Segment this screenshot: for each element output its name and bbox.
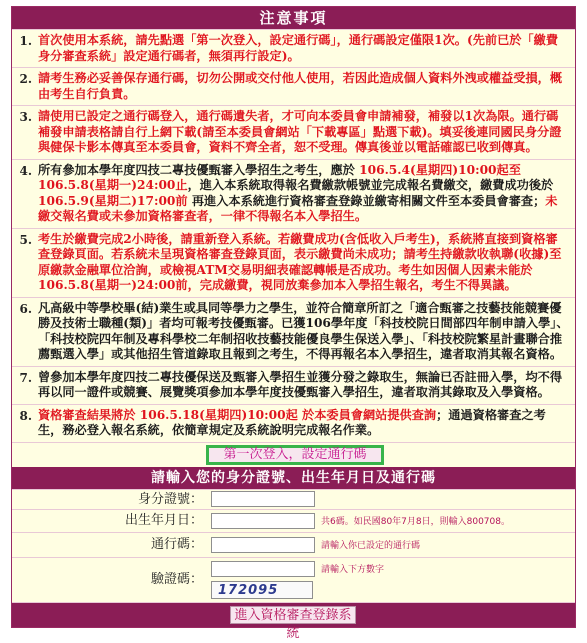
- notice-item-number: 7.: [19, 370, 32, 385]
- notice-item: [12, 366, 575, 404]
- notice-list: [12, 29, 575, 442]
- notice-item: [12, 159, 575, 228]
- enter-system-button[interactable]: 進入資格審查登錄系統: [230, 606, 356, 624]
- notice-item-number: 5.: [19, 232, 32, 247]
- birth-label: 出生年月日：: [124, 512, 203, 528]
- captcha-label: 驗證碼：: [150, 571, 203, 587]
- notice-item: [12, 105, 575, 159]
- birth-input[interactable]: [211, 513, 315, 529]
- notice-item-number: 2.: [19, 72, 32, 86]
- pass-hint: 請輸入你已設定的通行碼: [321, 541, 421, 551]
- notice-item-text: [36, 30, 575, 67]
- notice-text-segment: 凡高級中等學校畢(結)業生或具同等學力之學生，並符合簡章所訂之「適合甄審之技藝技能競賽優勝及技術士職種(類)」者均可報考技優甄審。已獲106學年度「科技校院日間部四年制申請入學」、「科技校院四年制及專科學校二年制招收技藝技能優良學生保送入學」、「科技校院繁星計畫聯合推薦甄選入學」或其他招生管道錄取且報到之考生，不得再報名本入學招生，違者取消其報名資格。: [38, 300, 569, 361]
- notice-text-segment: 所有參加本學年度四技二專技優甄審入學招生之考生，應於: [38, 162, 360, 177]
- notice-item-text: [36, 298, 575, 366]
- notice-text-segment: 考生於繳費完成2小時後，請重新登入系統。若繳費成功(含低收入戶考生)，系統將直接到資格審查登錄頁面。若系統未呈現資格審查登錄頁面，表示繳費尚未成功；請考生持繳款收執聯(收據)至原繳款金融單位洽詢，或檢視ATM交易明細表確認轉帳是否成功。考生如因個人因素未能於106.5.8(星期一)24:00前，完成繳費，視同放棄參加本入學招生報名，考生不得異議。: [38, 231, 562, 292]
- notice-item-text: [36, 106, 575, 159]
- notice-item-text: [36, 405, 575, 442]
- notice-item: [12, 228, 575, 297]
- notice-text-segment: 資格審查結果將於 106.5.18(星期四)10:00起 於本委員會網站提供查詢: [38, 407, 437, 422]
- submit-bar: [12, 602, 575, 641]
- first-login-button[interactable]: 第一次登入，設定通行碼: [206, 445, 384, 465]
- birth-row: [12, 509, 575, 532]
- notice-text-segment: ，進入本系統取得報名費繳款帳號並完成報名費繳交，繳費成功後於: [187, 178, 554, 192]
- notice-item: [12, 297, 575, 366]
- pass-label: 通行碼：: [150, 536, 203, 552]
- id-input[interactable]: [211, 491, 315, 507]
- captcha-input[interactable]: [211, 561, 315, 577]
- notice-text-segment: 首次使用本系統，請先點選「第一次登入，設定通行碼」，通行碼設定僅限1次。(先前已於「繳費身分審查系統」設定通行碼者，無須再行設定)。: [38, 33, 559, 63]
- birth-hint: 共6碼。如民國80年7月8日，則輸入800708。: [321, 517, 510, 527]
- notice-item-text: [36, 68, 575, 105]
- notice-text-segment: 請考生務必妥善保存通行碼，切勿公開或交付他人使用，若因此造成個人資料外洩或權益受損，概由考生自行負責。: [38, 71, 563, 101]
- notice-text-segment: ；通過資格審查之考生，務必登入報名系統，依簡章規定及系統說明完成報名作業。: [38, 407, 546, 437]
- pass-input[interactable]: [211, 537, 315, 553]
- notice-item: [12, 29, 575, 67]
- notice-text-segment: 106.5.4(星期四)10:00起至106.5.8(星期一)24:00止: [38, 162, 521, 192]
- notice-panel: [11, 6, 576, 641]
- first-login-bar: [12, 442, 575, 467]
- notice-text-segment: 請使用已設定之通行碼登入，通行碼遺失者，才可向本委員會申請補發，補發以1次為限。通行碼補發申請表格請自行上網下載(請至本委員會網站「下載專區」點選下載)。填妥後連同國民身分證與健保卡影本傳真至本委員會，資料不齊全者，恕不受理。傳真後並以電話確認已收到傳真。: [38, 109, 562, 154]
- notice-item-text: [36, 160, 575, 228]
- notice-item-number: 3.: [19, 110, 32, 124]
- notice-item: [12, 67, 575, 105]
- notice-text-segment: 曾參加本學年度四技二專技優保送及甄審入學招生並獲分發之錄取生，無論已否註冊入學，均不得再以同一證件或競賽、展覽獎項參加本學年度技優甄審入學招生，違者取消其錄取及入學資格。: [38, 369, 563, 399]
- captcha-row: [12, 557, 575, 602]
- notice-text-segment: 未繳交報名費或未參加資格審查者，一律不得報名本入學招生。: [38, 193, 558, 223]
- notice-item-text: [36, 367, 575, 404]
- notice-item-number: 6.: [19, 301, 32, 316]
- notice-item-number: 1.: [19, 34, 32, 48]
- notice-item: [12, 404, 575, 442]
- id-label: 身分證號：: [137, 491, 203, 507]
- login-form-title: 請輸入您的身分證號、出生年月日及通行碼: [12, 467, 575, 489]
- notice-item-number: 4.: [19, 163, 32, 178]
- notice-item-number: 8.: [19, 408, 32, 423]
- notice-title: 注意事項: [12, 7, 575, 29]
- pass-row: [12, 532, 575, 557]
- captcha-image: 172095: [211, 581, 313, 599]
- notice-text-segment: 106.5.9(星期二)17:00前: [38, 193, 188, 208]
- notice-text-segment: 再進入本系統進行資格審查登錄並繳寄相關文件至本委員會審查；: [187, 193, 546, 208]
- id-row: [12, 489, 575, 509]
- notice-item-text: [36, 229, 575, 297]
- captcha-hint: 請輸入下方數字: [321, 565, 385, 575]
